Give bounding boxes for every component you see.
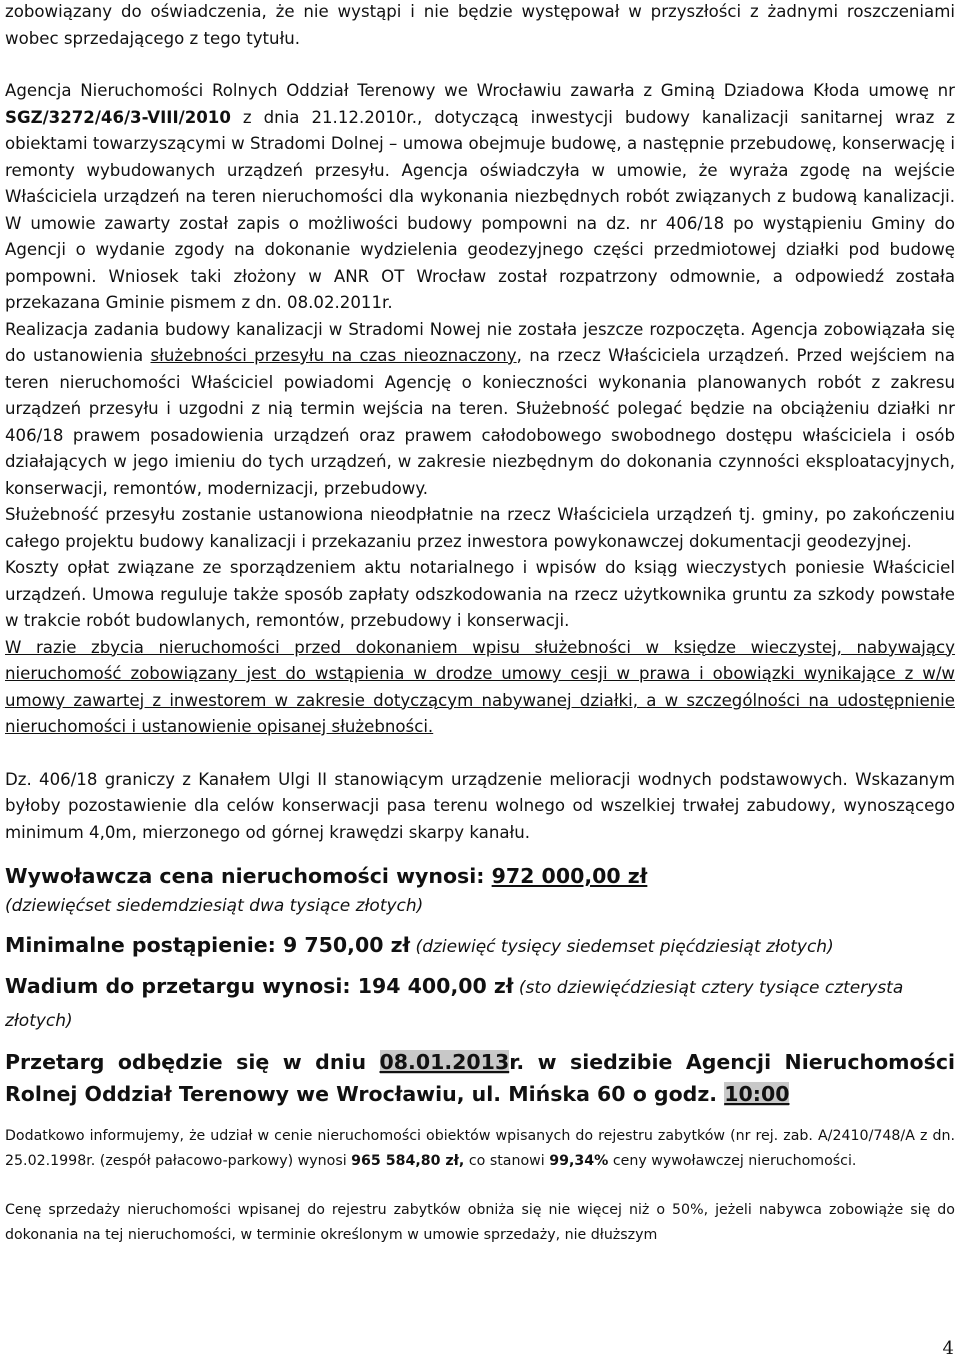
minimum-bid-value: 9 750,00 zł — [282, 933, 411, 957]
auction-text-pre: Przetarg odbędzie się w dniu — [5, 1050, 380, 1074]
starting-price-label: Wywoławcza cena nieruchomości wynosi: — [5, 864, 492, 888]
starting-price-words: (dziewięćset siedemdziesiąt dwa tysiące złotych) — [5, 896, 424, 916]
auction-info — [5, 1046, 955, 1110]
free-easement-paragraph: Służebność przesyłu zostanie ustanowiona nieodpłatnie na rzecz Właściciela urządzeń tj. gminy, po zakończeniu całego projektu budowy kanalizacji i przekazaniu przez inwestora powykonawczej dokumentacji geodezyjnej. — [5, 505, 955, 551]
agreement-paragraph — [5, 78, 955, 317]
agreement-text-post: , dotyczącą inwestycji budowy kanalizacji sanitarnej wraz z obiektami towarzyszącymi w Stradomi Dolnej – umowa obejmuje budowę, a następnie przebudowę, konserwację i remonty wybudowanych urządzeń przesyłu. Agencja oświadczyła w umowie, że wyraża zgodę na wejście Właściciela urządzeń na teren nieruchomości dla wykonania niezbędnych robót związanych z budową kanalizacji. W umowie zawarty został zapis o możliwości budowy pompowni na dz. nr 406/18 po wystąpieniu Gminy do Agencji o wydanie zgody na dokonanie wydzielenia geodezyjnego części przedmiotowej działki pod budowę pompowni. Wniosek taki złożony w ANR OT Wrocław został rozpatrzony odmownie, a odpowiedź została przekazana Gminie pismem z dn. 08.02.2011r. — [5, 107, 955, 312]
page-number: 4 — [942, 1338, 954, 1359]
deposit-words: (sto dziewięćdziesiąt cztery tysiące czterysta złotych) — [5, 978, 904, 1031]
auction-time: 10:00 — [724, 1082, 790, 1106]
minimum-bid-label: Minimalne postąpienie: — [5, 933, 283, 957]
document-page — [5, 0, 955, 1248]
heritage-share-note — [5, 1124, 955, 1174]
canal-paragraph: Dz. 406/18 graniczy z Kanałem Ulgi II stanowiącym urządzenie melioracji wodnych podstawowych. Wskazanym byłoby pozostawienie dla celów konserwacji pasa terenu wolnego od wszelkiej trwałej zabudowy, wynoszącego minimum 4,0m, mierzonego od górnej krawędzi skarpy kanału. — [5, 769, 955, 842]
minimum-bid-words: (dziewięć tysięcy siedemset pięćdziesiąt złotych) — [410, 937, 834, 957]
deposit-label: Wadium do przetargu wynosi: — [5, 974, 358, 998]
agreement-text-pre: Agencja Nieruchomości Rolnych Oddział Terenowy we Wrocławiu zawarła z Gminą Dziadowa Kłoda umowę nr — [5, 81, 955, 100]
starting-price-value: 972 000,00 zł — [491, 864, 648, 888]
deposit-value: 194 400,00 zł — [357, 974, 514, 998]
sale-before-entry-paragraph: W razie zbycia nieruchomości przed dokonaniem wpisu służebności w księdze wieczystej, nabywający nieruchomość zobowiązany jest do wstąpienia w drodze umowy cesji w prawa i obowiązki wynikające z w/w umowy zawartej z inwestorem w zakresie dotyczącym nabywanej działki, a w szczególności na udostępnienie nieruchomości i ustanowienie opisanej służebności. — [5, 637, 955, 736]
price-reduction-note: Cenę sprzedaży nieruchomości wpisanej do rejestru zabytków obniża się nie więcej niż o 50%, jeżeli nabywca zobowiąże się do dokonania na tej nieruchomości, w terminie określonym w umowie sprzedaży, nie dłuższym — [5, 1202, 955, 1243]
heritage-amount: 965 584,80 zł, — [351, 1153, 465, 1169]
heritage-note-mid: co stanowi — [464, 1153, 550, 1169]
easement-text-post: , na rzecz Właściciela urządzeń. Przed wejściem na teren nieruchomości Właściciel powiadomi Agencję o konieczności wykonania planowanych robót z zakresu urządzeń przesyłu i uzgodni z nią termin wejścia na teren. Służebność polegać będzie na obciążeniu działki nr 406/18 prawem posadowienia urządzeń oraz prawem całodobowego swobodnego dostępu właściciela i osób działających w jego imieniu do tych urządzeń, w zakresie niezbędnym do dokonania czynności eksploatacyjnych, konserwacji, remontów, modernizacji, przebudowy. — [5, 346, 955, 498]
heritage-note-pre: Dodatkowo informujemy, że udział w cenie nieruchomości obiektów wpisanych do rejestru zabytków (nr rej. zab. A/2410/748/A z dn. 25.02.1998r. (zespół pałacowo-parkowy) wynosi — [5, 1128, 955, 1169]
heritage-percent: 99,34% — [549, 1153, 609, 1169]
easement-underlined: służebności przesyłu na czas nieoznaczony — [150, 346, 517, 365]
minimum-bid — [5, 929, 955, 963]
contract-number: SGZ/3272/46/3-VIII/2010 — [5, 107, 231, 127]
auction-date: 08.01.2013 — [379, 1050, 510, 1074]
heritage-note-post: ceny wywoławczej nieruchomości. — [608, 1153, 857, 1169]
deposit — [5, 971, 955, 1037]
starting-price — [5, 860, 955, 892]
contract-date: 21.12.2010r. — [311, 107, 418, 127]
intro-paragraph: zobowiązany do oświadczenia, że nie wystąpi i nie będzie występował w przyszłości z żadnymi roszczeniami wobec sprzedającego z tego tytułu. — [5, 2, 955, 48]
easement-paragraph — [5, 317, 955, 503]
auction-text-mid: r. w siedzibie Agencji Nieruchomości Rolnej Oddział Terenowy we Wrocławiu, ul. Mińska 60 o godz. — [5, 1050, 956, 1106]
easement-text-pre: Realizacja zadania budowy kanalizacji w Stradomi Nowej nie została jeszcze rozpoczęta. Agencja zobowiązała się do ustanowienia — [5, 319, 955, 365]
agreement-text-mid: z dnia — [230, 107, 312, 127]
costs-paragraph: Koszty opłat związane ze sporządzeniem aktu notarialnego i wpisów do ksiąg wieczystych poniesie Właściciel urządzeń. Umowa reguluje także sposób zapłaty odszkodowania na rzecz użytkownika gruntu za szkody powstałe w trakcie robót budowlanych, remontów, przebudowy i konserwacji. — [5, 558, 955, 630]
